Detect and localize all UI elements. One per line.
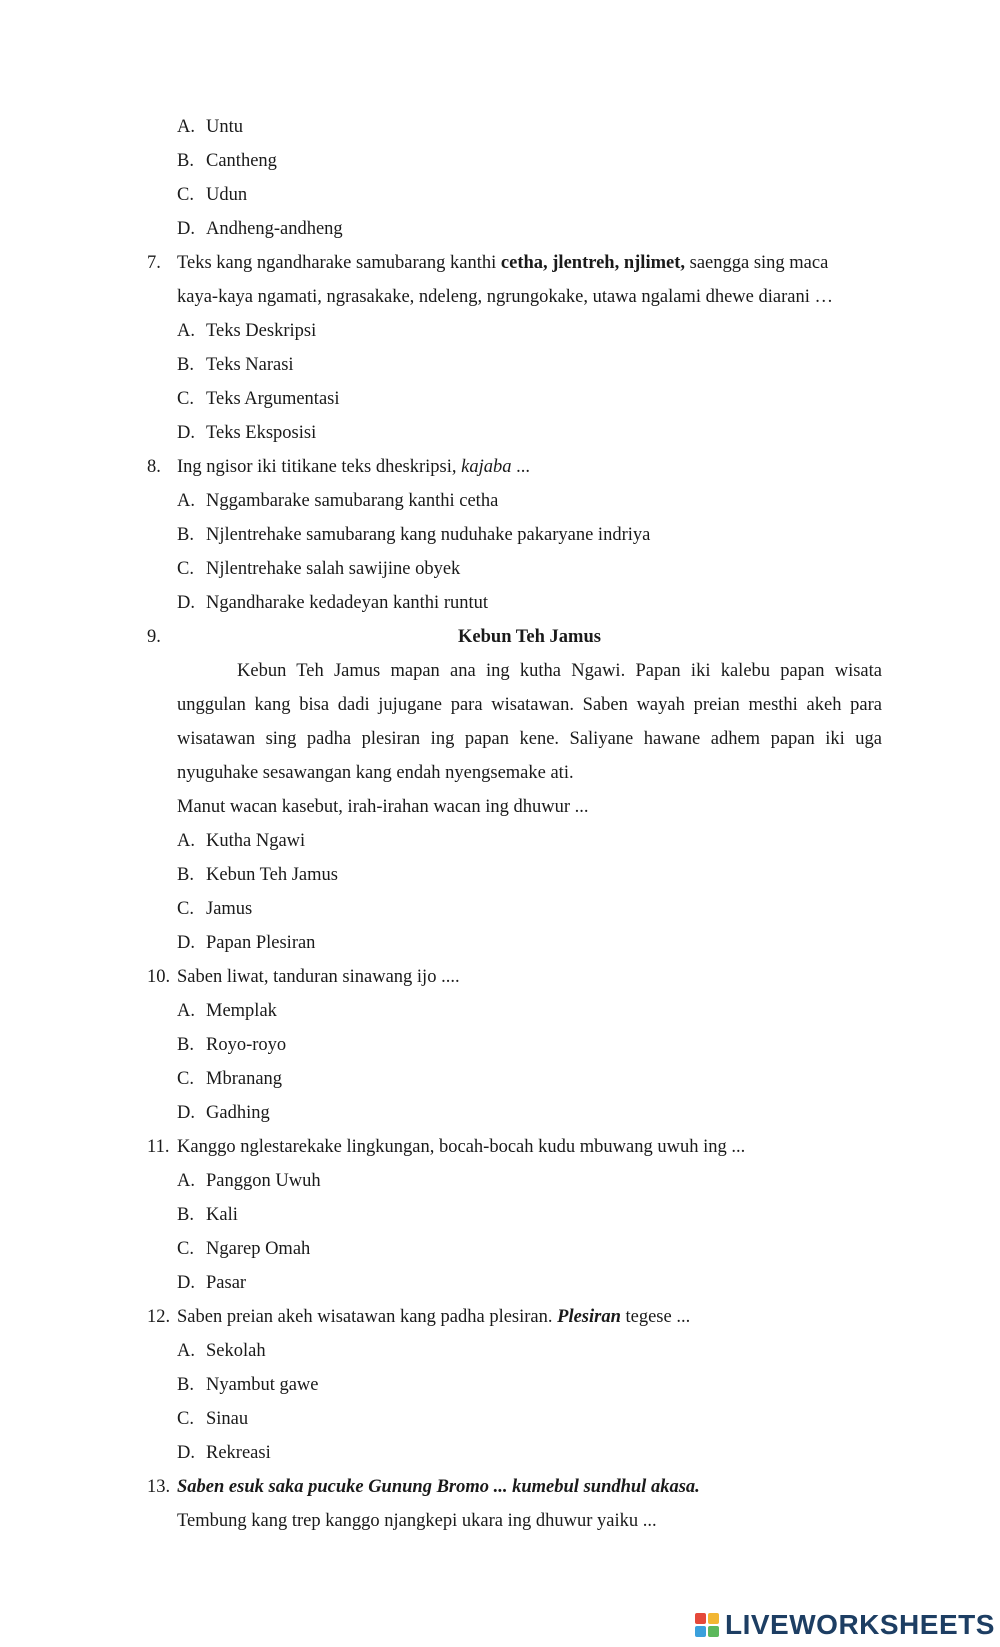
option-text: Ngandharake kedadeyan kanthi runtut	[206, 593, 489, 613]
option-text: Teks Argumentasi	[206, 389, 340, 409]
q11-option-a[interactable]	[177, 1169, 321, 1193]
logo-text: LIVEWORKSHEETS	[725, 1609, 995, 1640]
option-text: Sekolah	[206, 1341, 266, 1361]
reading-paragraph-line1: Kebun Teh Jamus mapan ana ing kutha Ngawi. Papan iki kalebu papan wisata	[237, 661, 882, 681]
option-letter: B.	[177, 1375, 194, 1395]
option-text: Udun	[206, 185, 248, 205]
option-letter: B.	[177, 525, 194, 545]
option-text: Nyambut gawe	[206, 1375, 319, 1395]
option-letter: A.	[177, 117, 195, 137]
q7-option-a[interactable]	[177, 319, 316, 343]
option-letter: A.	[177, 491, 195, 511]
q8-text-post: ...	[511, 457, 531, 477]
q7-text-pre: Teks kang ngandharake samubarang kanthi	[177, 253, 501, 273]
question-text	[177, 251, 828, 275]
option-letter: D.	[177, 423, 195, 443]
q8-option-a[interactable]	[177, 489, 498, 513]
reading-paragraph-line3: wisatawan sing padha plesiran ing papan kene. Saliyane hawane adhem papan iki uga	[177, 729, 882, 749]
question-number: 8.	[147, 457, 161, 477]
option-letter: B.	[177, 355, 194, 375]
option-text: Njlentrehake salah sawijine obyek	[206, 559, 461, 579]
q7-option-c[interactable]	[177, 387, 340, 411]
q11-option-b[interactable]	[177, 1203, 238, 1227]
option-text: Memplak	[206, 1001, 277, 1021]
q12-text-bold-italic: Plesiran	[557, 1307, 621, 1327]
q11-option-d[interactable]	[177, 1271, 246, 1295]
option-text: Kali	[206, 1205, 238, 1225]
liveworksheets-logo	[695, 1610, 995, 1640]
option-text: Sinau	[206, 1409, 249, 1429]
q9-question-text: Manut wacan kasebut, irah-irahan wacan ing dhuwur ...	[177, 797, 589, 817]
q12-option-b[interactable]	[177, 1373, 319, 1397]
reading-paragraph-line2: unggulan kang bisa dadi jujugane para wisatawan. Saben wayah preian mesthi akeh para	[177, 695, 882, 715]
option-letter: A.	[177, 1341, 195, 1361]
option-text: Rekreasi	[206, 1443, 271, 1463]
option-text: Panggon Uwuh	[206, 1171, 321, 1191]
logo-square-green	[708, 1626, 719, 1637]
q6-option-b[interactable]	[177, 149, 277, 173]
option-letter: D.	[177, 1103, 195, 1123]
option-letter: C.	[177, 559, 194, 579]
q8-text-pre: Ing ngisor iki titikane teks dheskripsi,	[177, 457, 462, 477]
option-letter: C.	[177, 1069, 194, 1089]
option-letter: A.	[177, 321, 195, 341]
option-letter: D.	[177, 219, 195, 239]
option-letter: C.	[177, 1239, 194, 1259]
option-letter: D.	[177, 1273, 195, 1293]
option-text: Teks Deskripsi	[206, 321, 317, 341]
option-text: Royo-royo	[206, 1035, 287, 1055]
option-text: Pasar	[206, 1273, 247, 1293]
option-letter: C.	[177, 389, 194, 409]
q6-option-a[interactable]	[177, 115, 243, 139]
option-letter: B.	[177, 1035, 194, 1055]
q13-text-line2: Tembung kang trep kanggo njangkepi ukara ing dhuwur yaiku ...	[177, 1511, 657, 1531]
question-text: Saben esuk saka pucuke Gunung Bromo ... kumebul sundhul akasa.	[177, 1477, 700, 1497]
option-text: Untu	[206, 117, 243, 137]
option-text: Teks Eksposisi	[206, 423, 317, 443]
option-letter: A.	[177, 831, 195, 851]
option-text: Ngarep Omah	[206, 1239, 311, 1259]
option-letter: B.	[177, 865, 194, 885]
q9-option-a[interactable]	[177, 829, 305, 853]
q12-option-a[interactable]	[177, 1339, 266, 1363]
option-letter: C.	[177, 185, 194, 205]
logo-square-blue	[695, 1626, 706, 1637]
q12-option-c[interactable]	[177, 1407, 248, 1431]
q7-text-line2: kaya-kaya ngamati, ngrasakake, ndeleng, ngrungokake, utawa ngalami dhewe diarani …	[177, 287, 833, 307]
option-text: Teks Narasi	[206, 355, 294, 375]
q7-text-bold: cetha, jlentreh, njlimet,	[500, 253, 685, 273]
q10-option-a[interactable]	[177, 999, 277, 1023]
option-letter: D.	[177, 593, 195, 613]
question-text: Kanggo nglestarekake lingkungan, bocah-bocah kudu mbuwang uwuh ing ...	[177, 1137, 746, 1157]
option-text: Cantheng	[206, 151, 277, 171]
question-text: Saben liwat, tanduran sinawang ijo ....	[177, 967, 460, 987]
q11-option-c[interactable]	[177, 1237, 310, 1261]
q9-option-d[interactable]	[177, 931, 315, 955]
logo-mark-icon	[695, 1613, 719, 1637]
option-text: Njlentrehake samubarang kang nuduhake pakaryane indriya	[206, 525, 651, 545]
question-number: 9.	[147, 627, 161, 647]
option-letter: A.	[177, 1171, 195, 1191]
option-text: Nggambarake samubarang kanthi cetha	[206, 491, 499, 511]
option-letter: A.	[177, 1001, 195, 1021]
q7-option-b[interactable]	[177, 353, 294, 377]
option-letter: C.	[177, 1409, 194, 1429]
option-text: Gadhing	[206, 1103, 270, 1123]
q8-option-c[interactable]	[177, 557, 460, 581]
reading-paragraph-line4: nyuguhake sesawangan kang endah nyengsemake ati.	[177, 763, 574, 783]
question-number: 7.	[147, 253, 161, 273]
q6-option-c[interactable]	[177, 183, 247, 207]
reading-title: Kebun Teh Jamus	[458, 627, 601, 647]
q12-text-pre: Saben preian akeh wisatawan kang padha plesiran.	[177, 1307, 558, 1327]
q10-option-b[interactable]	[177, 1033, 286, 1057]
q10-option-c[interactable]	[177, 1067, 282, 1091]
logo-square-yellow	[708, 1613, 719, 1624]
question-text	[177, 1305, 690, 1329]
option-text: Mbranang	[206, 1069, 283, 1089]
option-letter: C.	[177, 899, 194, 919]
question-text	[177, 455, 530, 479]
q12-text-post: tegese ...	[620, 1307, 691, 1327]
option-letter: D.	[177, 933, 195, 953]
option-letter: D.	[177, 1443, 195, 1463]
q9-option-b[interactable]	[177, 863, 338, 887]
option-text: Kutha Ngawi	[206, 831, 306, 851]
question-number: 12.	[147, 1307, 171, 1327]
logo-square-red	[695, 1613, 706, 1624]
q6-option-d[interactable]	[177, 217, 343, 241]
q8-text-italic: kajaba	[461, 457, 512, 477]
question-number: 13.	[147, 1477, 171, 1497]
q8-option-b[interactable]	[177, 523, 650, 547]
option-letter: B.	[177, 151, 194, 171]
option-letter: B.	[177, 1205, 194, 1225]
option-text: Jamus	[206, 899, 253, 919]
q9-option-c[interactable]	[177, 897, 252, 921]
option-text: Andheng-andheng	[206, 219, 343, 239]
option-text: Kebun Teh Jamus	[206, 865, 338, 885]
q7-text-post: saengga sing maca	[685, 253, 829, 273]
q7-option-d[interactable]	[177, 421, 316, 445]
question-number: 10.	[147, 967, 171, 987]
question-number: 11.	[147, 1137, 170, 1157]
q12-option-d[interactable]	[177, 1441, 271, 1465]
q10-option-d[interactable]	[177, 1101, 270, 1125]
q8-option-d[interactable]	[177, 591, 488, 615]
option-text: Papan Plesiran	[206, 933, 316, 953]
